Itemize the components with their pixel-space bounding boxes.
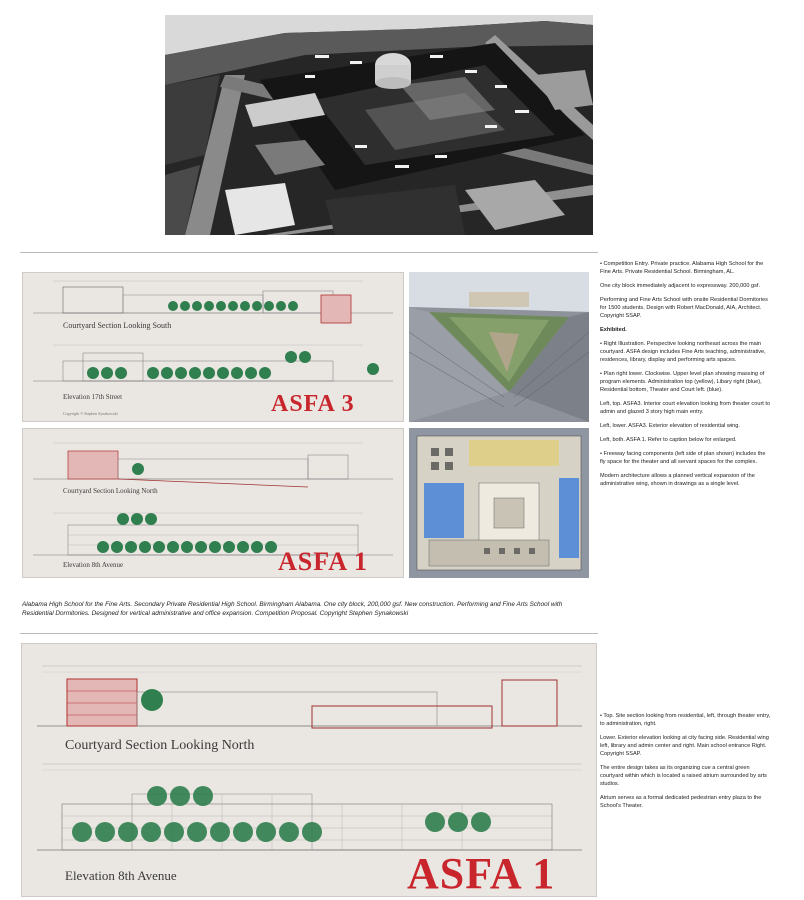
asfa1-small-section-label: Courtyard Section Looking North [63,487,158,495]
caption-top-p2: One city block immediately adjacent to expressway. 200,000 gsf. [600,283,761,289]
caption-top-p5: • Right Illustration. Perspective looking northeast across the main courtyard. ASFA design includes Fine Arts teaching, administrative, residences, library, display and performing arts spaces. [600,341,766,363]
caption-bottom-p4: Atrium serves as a formal dedicated pedestrian entry plaza to the School's Theater. [600,795,762,809]
asfa1-large-elevation-label: Elevation 8th Avenue [65,868,177,883]
caption-top-p1: • Competition Entry. Private practice. Alabama High School for the Fine Arts. Private Residential School. Birmingham, AL. [600,261,764,275]
divider-bottom [20,633,598,634]
caption-bottom-p1: • Top. Site section looking from residential, left, through theater entry, to administration, right. [600,713,771,727]
asfa3-section-label: Courtyard Section Looking South [63,321,172,330]
upper-level-plan [409,428,589,578]
caption-top-p7: Left, top. ASFA3. Interior court elevation looking from theater court to admin and glazed 3 story high main entry. [600,401,771,415]
caption-bottom [600,712,772,816]
caption-top-p11: Modern architecture allows a planned vertical expansion of the administrative wing, shown in drawings as a single level. [600,473,755,487]
caption-top-p6: • Plan right lower. Clockwise. Upper level plan showing massing of program elements. Administration top (yellow), Libary right (blue), Residential bottom, Theater and Court left. (blue). [600,371,765,393]
strip-caption: Alabama High School for the Fine Arts. Secondary Private Residential High School. Birmingham Alabama. One city block, 200,000 gsf. New construction. Performing and Fine Arts School with Residential Dormitories. Designed for vertical administrative and office expansion. Competition Proposal. Copyright Stephen Synakowski [22,601,563,617]
caption-top-p10: • Freeway facing components (left side of plan shown) includes the fly space for the theater and all servant spaces for the complex. [600,451,766,465]
caption-top-p8: Left, lower. ASFA3. Exterior elevation of residential wing. [600,423,740,429]
asfa3-tag: ASFA 3 [271,391,355,417]
caption-bottom-p2: Lower. Exterior elevation looking at city facing side. Residential wing left, library and admin center and right. Main school entrance Right. Copyright SSAP. [600,735,769,757]
aerial-photo-graphic [165,15,593,235]
courtyard-perspective-illustration [409,272,589,422]
asfa3-elevation-label: Elevation 17th Street [63,393,123,401]
asfa1-large-drawing [21,643,597,897]
caption-top-p9: Left, both. ASFA 1. Refer to caption below for enlarged. [600,437,737,443]
plan-graphic [409,428,589,578]
asfa1-large-section-label: Courtyard Section Looking North [65,738,255,753]
divider-top [20,252,598,253]
caption-top [600,260,772,494]
asfa1-small-elevation-label: Elevation 8th Avenue [63,561,124,569]
caption-top-p4: Exhibited. [600,327,627,333]
asfa1-small-tag: ASFA 1 [278,547,369,576]
caption-top-p3: Performing and Fine Arts School with onsite Residential Dormitories for 1500 students. Design with Robert MacDonald, AIA, Architect. Copyright SSAP. [600,297,768,319]
asfa3-drawing [22,272,404,422]
perspective-graphic [409,272,589,422]
asfa1-large-tag: ASFA 1 [407,849,556,897]
asfa1-small-drawing [22,428,404,578]
asfa3-copyright: Copyright © Stephen Synakowski [63,411,118,416]
aerial-site-photo [165,15,593,235]
caption-bottom-p3: The entire design takes as its organizing cue a central green courtyard within which is located a raised atrium surrounded by arts studios. [600,765,767,787]
